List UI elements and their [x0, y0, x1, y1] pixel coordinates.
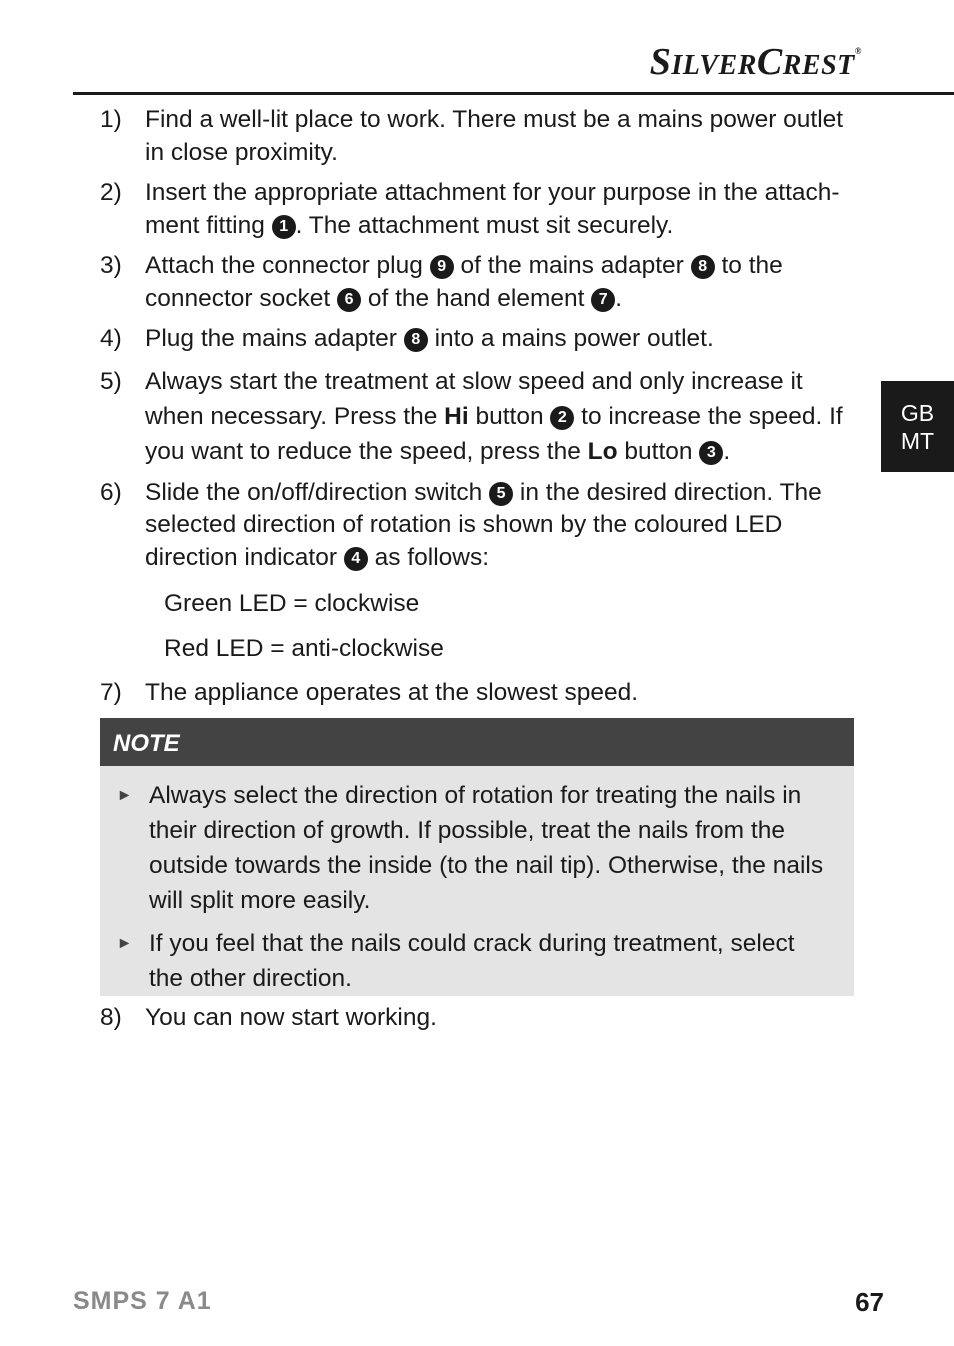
- step-6: 6) Slide the on/off/direction switch 5 in the desired direction. The selected direction of rotation is shown by the coloured LED direction indicator 4 as follows:: [100, 478, 822, 571]
- step-1: 1) Find a well-lit place to work. There must be a mains power outlet in close proximity.: [100, 106, 844, 166]
- led-red: Red LED = anti-clockwise: [164, 634, 444, 662]
- led-legend: [164, 588, 860, 665]
- part-number-4-icon: 4: [344, 547, 368, 571]
- brand-logo: SILVERCREST®: [649, 41, 862, 83]
- instructions-list: [100, 104, 860, 718]
- step-2: 2) Insert the appropriate attachment for your purpose in the attach-ment fitting 1 . The attachment must sit securely.: [100, 179, 840, 239]
- led-green: Green LED = clockwise: [164, 590, 420, 617]
- part-number-3-icon: 3: [699, 441, 723, 465]
- page-number: 67: [855, 1287, 884, 1317]
- model-number: SMPS 7 A1: [73, 1287, 212, 1315]
- note-item: ► Always select the direction of rotation for treating the nails in their direction of growth. If possible, treat the nails from the outside towards the inside (to the nail tip). Otherwise, the nails will split more easily.: [100, 778, 854, 918]
- language-tab: [881, 381, 954, 472]
- part-number-1-icon: 1: [272, 215, 296, 239]
- note-item: ► If you feel that the nails could crack during treatment, select the other direction.: [100, 926, 854, 996]
- note-title: NOTE: [100, 718, 854, 766]
- language-code-mt: MT: [900, 428, 935, 454]
- step-7: 7) The appliance operates at the slowest speed.: [100, 679, 639, 706]
- part-number-9-icon: 9: [430, 255, 454, 279]
- part-number-8-icon: 8: [691, 255, 715, 279]
- part-number-6-icon: 6: [337, 288, 361, 312]
- step-5: 5) Always start the treatment at slow speed and only increase it when necessary. Press the Hi button 2 to increase the speed. If you want to reduce the speed, press the Lo button 3 .: [100, 367, 843, 465]
- header-rule: [73, 92, 954, 95]
- step-8: 8) You can now start working.: [100, 1004, 437, 1031]
- part-number-7-icon: 7: [591, 288, 615, 312]
- part-number-5-icon: 5: [489, 482, 513, 506]
- arrow-bullet-icon: ►: [116, 787, 133, 804]
- step-4: 4) Plug the mains adapter 8 into a mains power outlet.: [100, 325, 714, 352]
- step-3: 3) Attach the connector plug 9 of the mains adapter 8 to the connector socket 6 of the hand element 7 .: [100, 252, 783, 312]
- note-box: [100, 718, 854, 996]
- part-number-2-icon: 2: [550, 406, 574, 430]
- language-code-gb: GB: [900, 400, 935, 426]
- arrow-bullet-icon: ►: [116, 935, 133, 952]
- part-number-8-icon: 8: [404, 328, 428, 352]
